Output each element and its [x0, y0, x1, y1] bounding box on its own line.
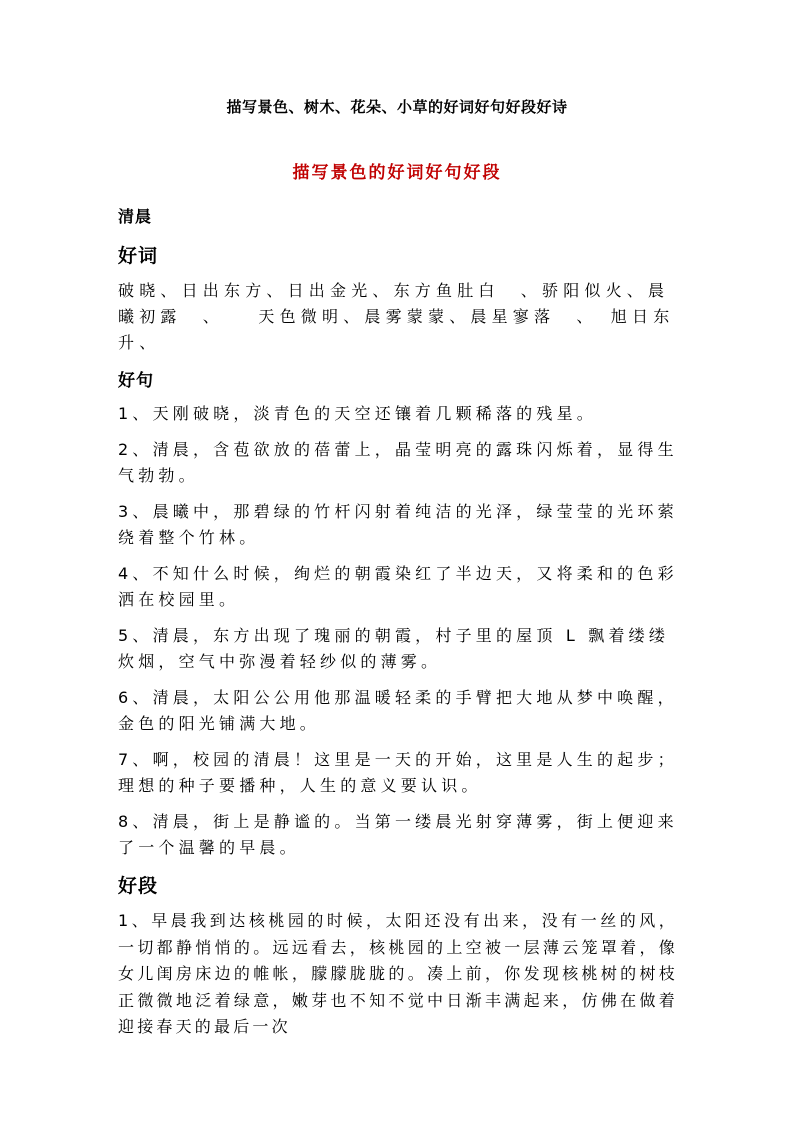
sentence-item: 1、天刚破晓，淡青色的天空还镶着几颗稀落的残星。 — [118, 404, 597, 423]
good-paragraphs-heading: 好段 — [118, 875, 159, 897]
document-body — [118, 204, 678, 1041]
sentence-item: 4、不知什么时候，绚烂的朝霞染红了半边天，又将柔和的色彩洒在校园里。 — [118, 564, 678, 609]
topic-heading: 清晨 — [118, 207, 153, 226]
section-title: 描写景色的好词好句好段 — [292, 163, 502, 183]
sentence-item: 2、清晨，含苞欲放的蓓蕾上，晶莹明亮的露珠闪烁着，显得生气勃勃。 — [118, 440, 678, 485]
paragraph-item: 1、早晨我到达核桃园的时候，太阳还没有出来，没有一丝的风，一切都静悄悄的。远远看去，核桃园的上空被一层薄云笼罩着，像女儿闺房床边的帷帐，朦朦胧胧的。凑上前，你发现核桃树的树枝正微微地泛着绿意，嫩芽也不知不觉中日渐丰满起来，仿佛在做着迎接春天的最后一次 — [118, 911, 678, 1036]
sentence-item: 8、清晨，街上是静谧的。当第一缕晨光射穿薄雾，街上便迎来了一个温馨的早晨。 — [118, 812, 678, 857]
good-words-text: 破晓、日出东方、日出金光、东方鱼肚白 、骄阳似火、晨曦初露 、 天色微明、晨雾蒙蒙、晨星寥落 、 旭日东升、 — [118, 281, 675, 352]
sentence-item: 3、晨曦中，那碧绿的竹杆闪射着纯洁的光泽，绿莹莹的光环萦绕着整个竹林。 — [118, 502, 678, 547]
sentence-item: 7、啊，校园的清晨！这里是一天的开始，这里是人生的起步；理想的种子要播种，人生的意义要认识。 — [118, 750, 678, 795]
document-main-title: 描写景色、树木、花朵、小草的好词好句好段好诗 — [226, 98, 568, 116]
good-sentences-heading: 好句 — [118, 371, 154, 391]
sentence-item: 6、清晨，太阳公公用他那温暖轻柔的手臂把大地从梦中唤醒，金色的阳光铺满大地。 — [118, 688, 678, 733]
good-words-heading: 好词 — [118, 245, 159, 267]
sentence-item: 5、清晨，东方出现了瑰丽的朝霞，村子里的屋顶 L 飘着缕缕炊烟，空气中弥漫着轻纱似的薄雾。 — [118, 626, 670, 671]
